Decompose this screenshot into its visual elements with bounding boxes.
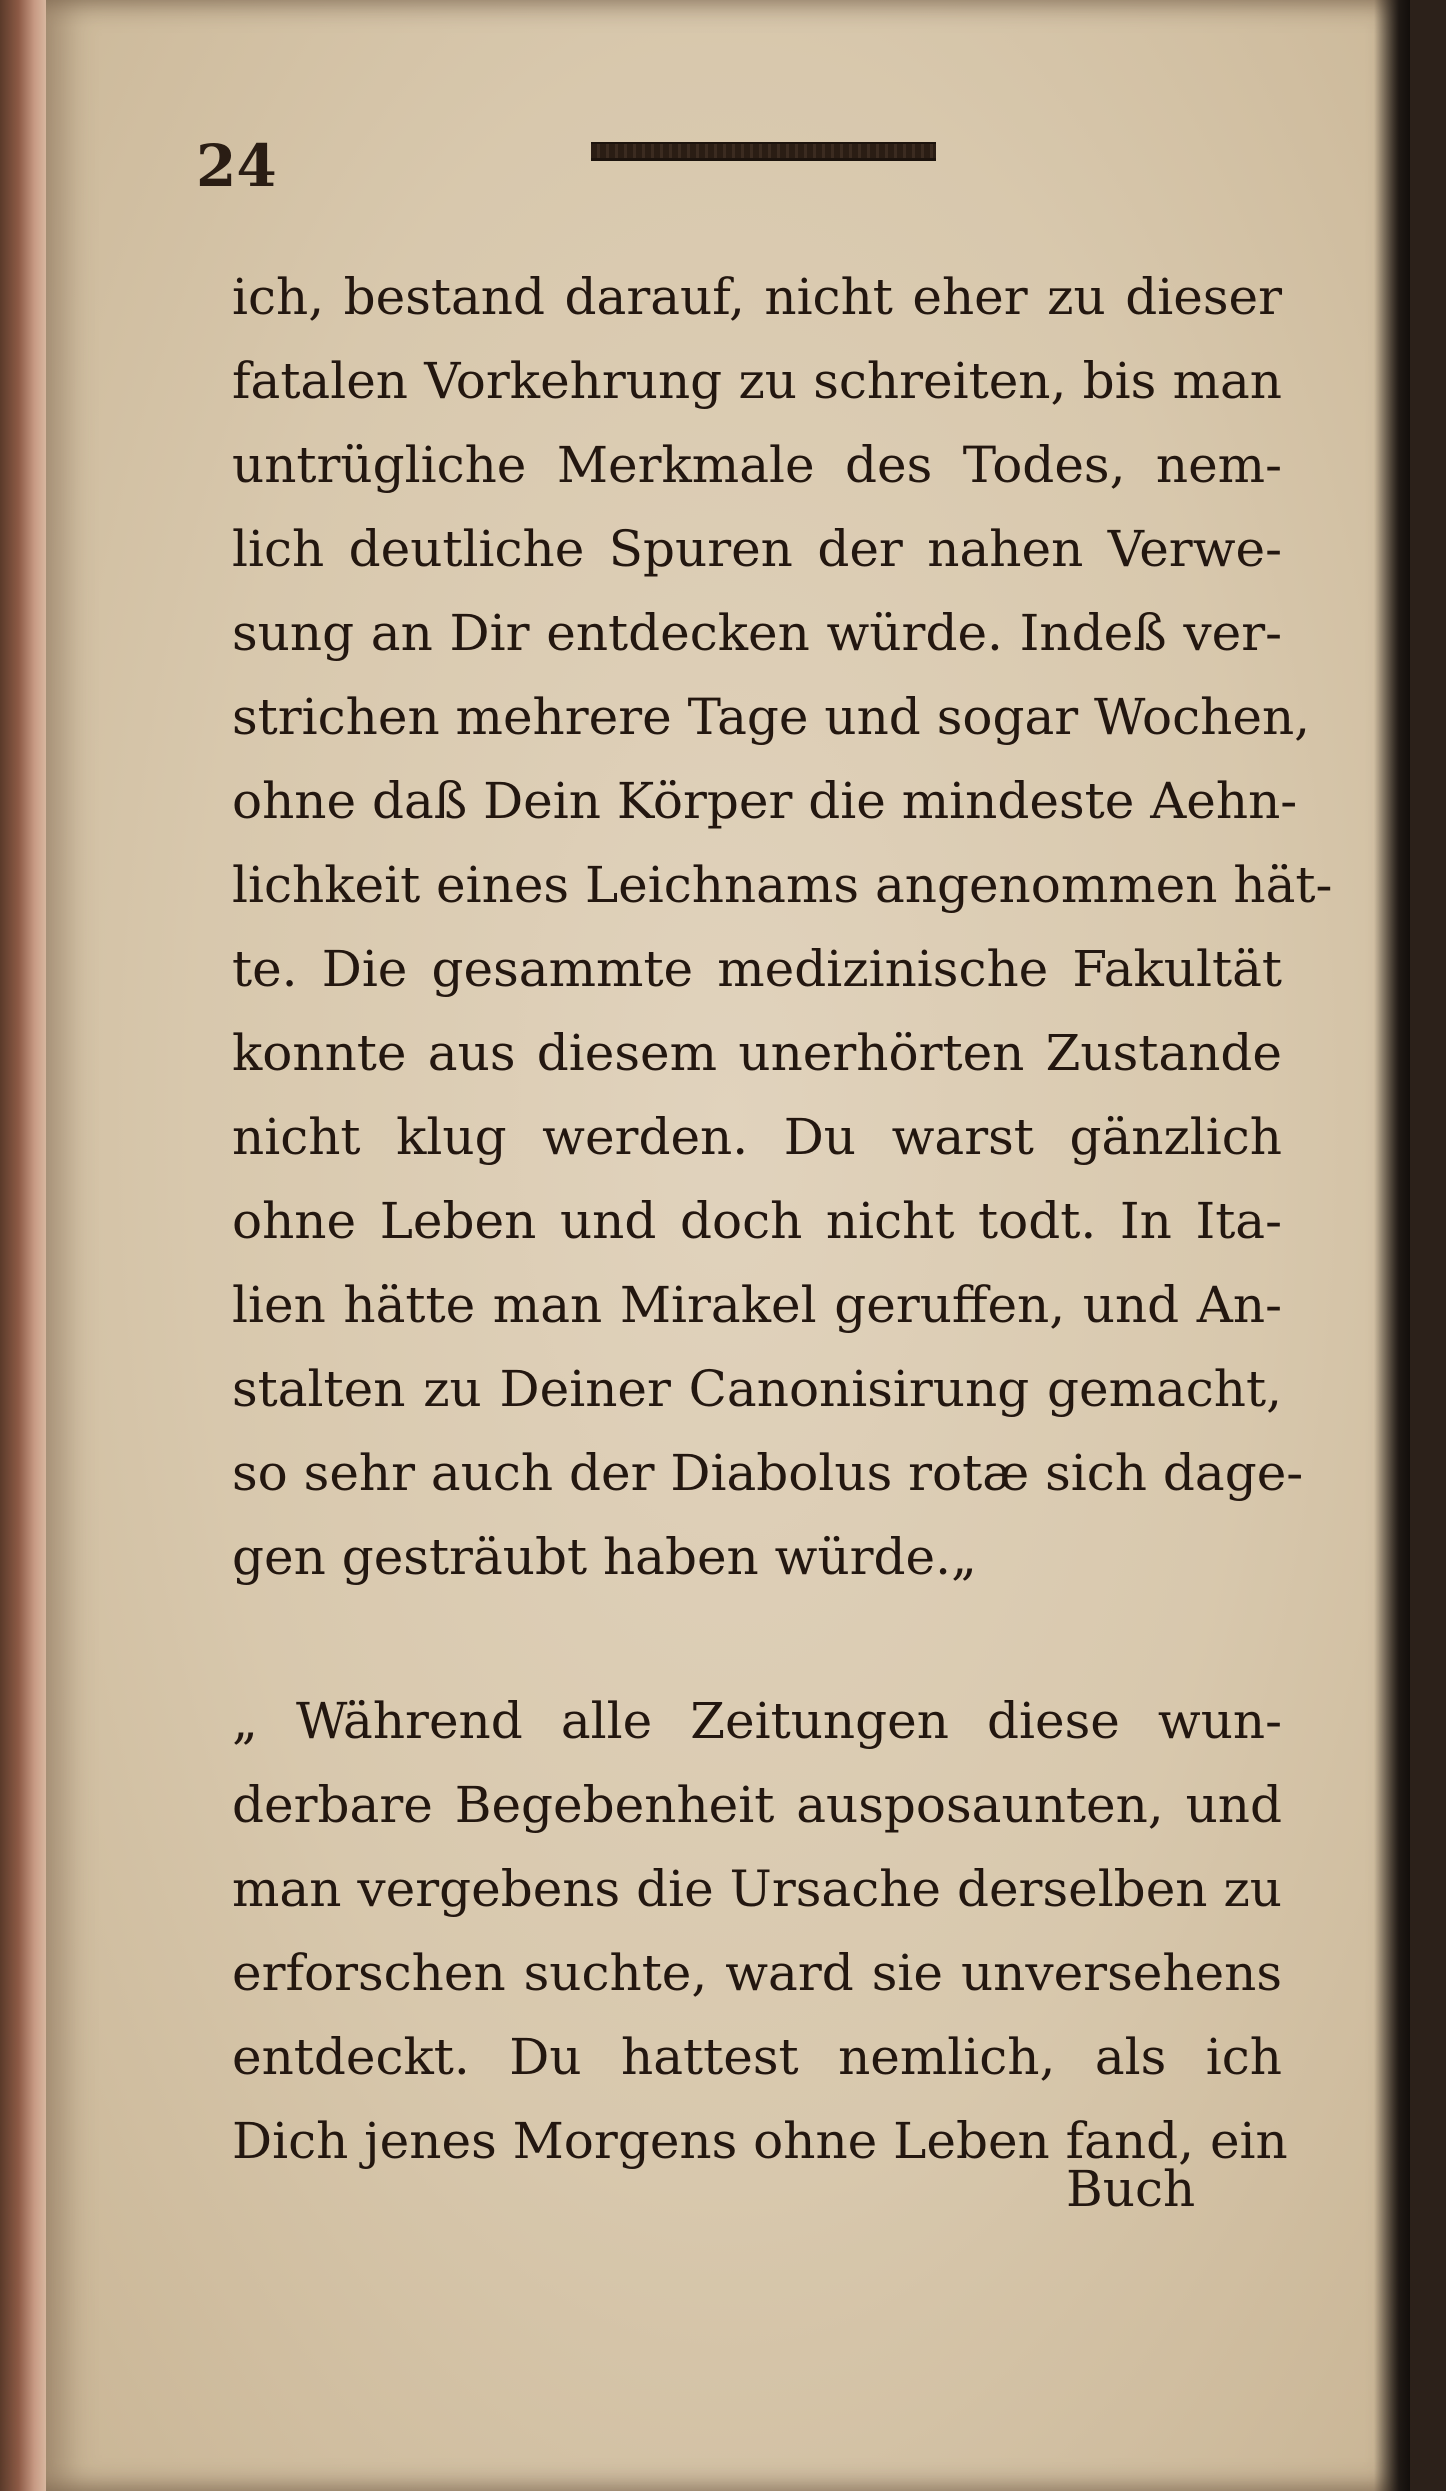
text-line: „ Während alle Zeitungen diese wun- — [232, 1692, 1282, 1750]
text-line: Dich jenes Morgens ohne Leben fand, ein — [232, 2112, 1288, 2170]
text-line: gen gesträubt haben würde.„ — [232, 1528, 977, 1586]
text-line: ohne daß Dein Körper die mindeste Aehn- — [232, 772, 1298, 830]
paragraph-gap — [232, 1599, 1282, 1679]
book-spine-edge — [0, 0, 46, 2491]
text-line: lichkeit eines Leichnams angenommen hät- — [232, 856, 1333, 914]
text-line: lich deutliche Spuren der nahen Verwe- — [232, 520, 1282, 578]
text-line: man vergebens die Ursache derselben zu — [232, 1860, 1282, 1918]
text-line: stalten zu Deiner Canonisirung gemacht, — [232, 1360, 1282, 1418]
text-line: erforschen suchte, ward sie unversehens — [232, 1944, 1282, 2002]
page-right-shadow — [1374, 0, 1410, 2491]
catchword: Buch — [1066, 2160, 1196, 2218]
paragraph-2 — [232, 1679, 1288, 2183]
text-line: sung an Dir entdecken würde. Indeß ver- — [232, 604, 1282, 662]
body-text — [232, 255, 1333, 2183]
text-line: derbare Begebenheit ausposaunten, und — [232, 1776, 1282, 1834]
text-line: strichen mehrere Tage und sogar Wochen, — [232, 688, 1311, 746]
text-line: ich, bestand darauf, nicht eher zu dieser — [232, 268, 1282, 326]
text-line: konnte aus diesem unerhörten Zustande — [232, 1024, 1282, 1082]
text-line: te. Die gesammte medizinische Fakultät — [232, 940, 1282, 998]
page-number: 24 — [196, 132, 277, 200]
page-sheet — [46, 0, 1410, 2491]
header-ornament-rule — [591, 142, 936, 161]
text-line: ohne Leben und doch nicht todt. In Ita- — [232, 1192, 1282, 1250]
text-line: so sehr auch der Diabolus rotæ sich dage- — [232, 1444, 1304, 1502]
text-line: nicht klug werden. Du warst gänzlich — [232, 1108, 1282, 1166]
text-line: lien hätte man Mirakel geruffen, und An- — [232, 1276, 1282, 1334]
paragraph-1 — [232, 255, 1333, 1599]
text-line: untrügliche Merkmale des Todes, nem- — [232, 436, 1282, 494]
text-line: fatalen Vorkehrung zu schreiten, bis man — [232, 352, 1282, 410]
text-line: entdeckt. Du hattest nemlich, als ich — [232, 2028, 1282, 2086]
